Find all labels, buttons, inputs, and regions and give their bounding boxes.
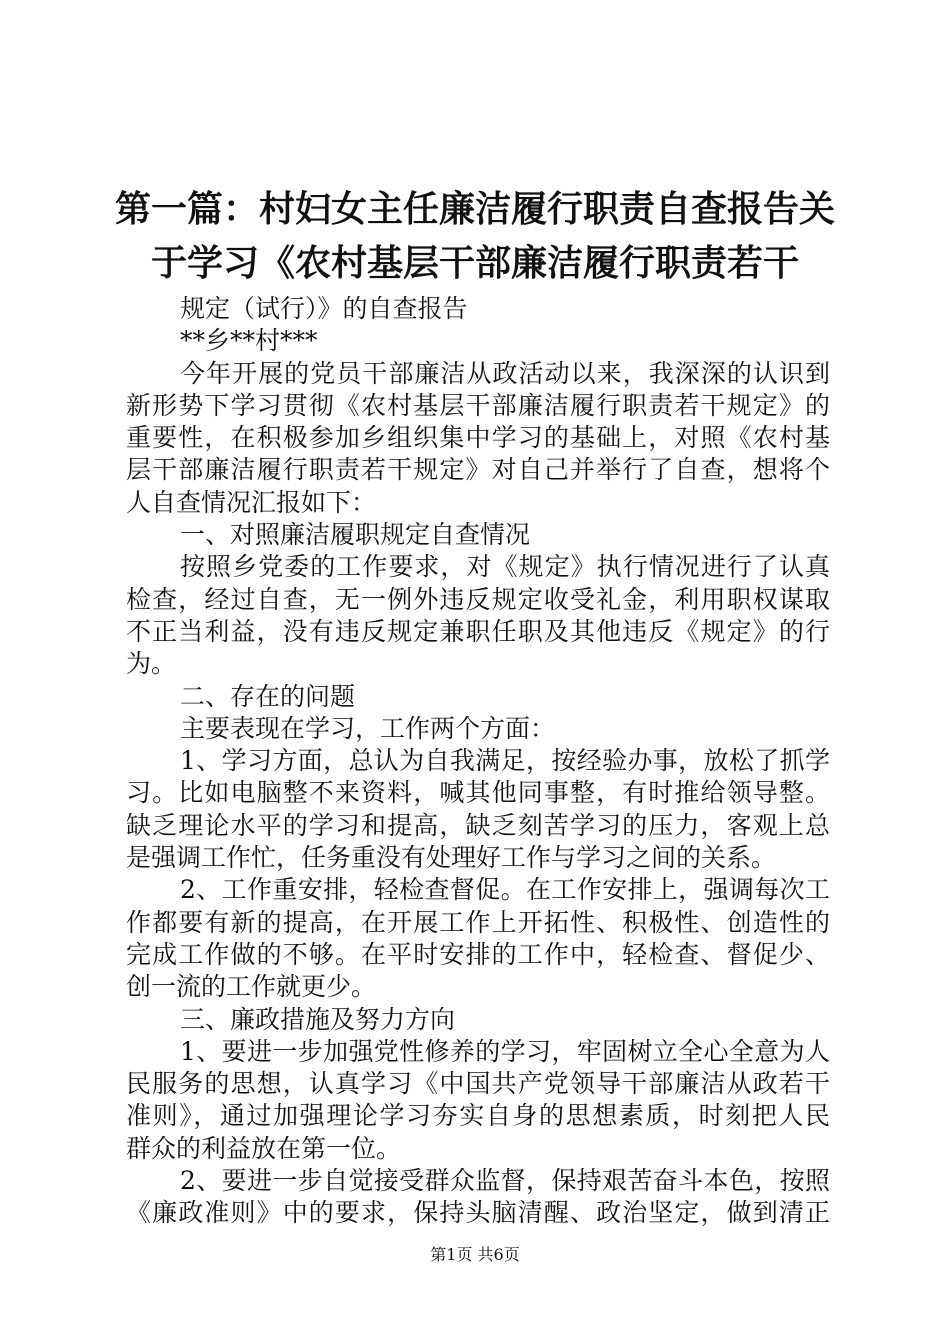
body-line: 按照乡党委的工作要求，对《规定》执行情况进行了认真 [180, 552, 830, 582]
body-line: 重要性，在积极参加乡组织集中学习的基础上，对照《农村基 [126, 423, 830, 453]
body-line: 今年开展的党员干部廉洁从政活动以来，我深深的认识到 [180, 358, 830, 388]
author-line: **乡**村*** [180, 326, 318, 356]
body-line: 新形势下学习贯彻《农村基层干部廉洁履行职责若干规定》的 [126, 390, 830, 420]
body-line: 《廉政准则》中的要求，保持头脑清醒、政治坚定，做到清正 [126, 1198, 830, 1228]
body-line: 完成工作做的不够。在平时安排的工作中，轻检查、督促少、 [126, 939, 830, 969]
page-indicator: 第1页 共6页 [430, 1245, 520, 1264]
body-line: 检查，经过自查，无一例外违反规定收受礼金，利用职权谋取 [126, 584, 830, 614]
body-line: 为。 [126, 649, 177, 679]
body-line: 习。比如电脑整不来资料，喊其他同事整，有时推给领导整。 [126, 778, 830, 808]
body-line: 2、工作重安排，轻检查督促。在工作安排上，强调每次工 [180, 875, 830, 905]
section-heading: 一、对照廉洁履职规定自查情况 [180, 520, 531, 550]
subtitle-continuation: 规定（试行）》的自查报告 [180, 294, 468, 323]
document-title-line-1: 第一篇：村妇女主任廉洁履行职责自查报告关 [114, 188, 835, 230]
body-line: 1、要进一步加强党性修养的学习，牢固树立全心全意为人 [180, 1036, 830, 1066]
document-title-line-2: 于学习《农村基层干部廉洁履行职责若干 [150, 242, 799, 284]
body-line: 群众的利益放在第一位。 [126, 1133, 402, 1163]
body-line: 层干部廉洁履行职责若干规定》对自己并举行了自查，想将个 [126, 455, 830, 485]
section-heading: 三、廉政措施及努力方向 [180, 1004, 456, 1034]
body-line: 作都要有新的提高，在开展工作上开拓性、积极性、创造性的 [126, 907, 830, 937]
body-line: 准则》，通过加强理论学习夯实自身的思想素质，时刻把人民 [126, 1101, 830, 1131]
document-body [0, 293, 950, 1230]
body-line: 缺乏理论水平的学习和提高，缺乏刻苦学习的压力，客观上总 [126, 810, 830, 840]
body-line: 人自查情况汇报如下： [126, 487, 377, 517]
body-line: 创一流的工作就更少。 [126, 972, 377, 1002]
section-heading: 二、存在的问题 [180, 681, 356, 711]
body-line: 民服务的思想，认真学习《中国共产党领导干部廉洁从政若干 [126, 1069, 830, 1099]
body-line: 不正当利益，没有违反规定兼职任职及其他违反《规定》的行 [126, 616, 830, 646]
body-line: 2、要进一步自觉接受群众监督，保持艰苦奋斗本色，按照 [180, 1166, 830, 1196]
body-line: 是强调工作忙，任务重没有处理好工作与学习之间的关系。 [126, 843, 777, 873]
body-line: 1、学习方面，总认为自我满足，按经验办事，放松了抓学 [180, 746, 830, 776]
body-line: 主要表现在学习，工作两个方面： [180, 713, 556, 743]
